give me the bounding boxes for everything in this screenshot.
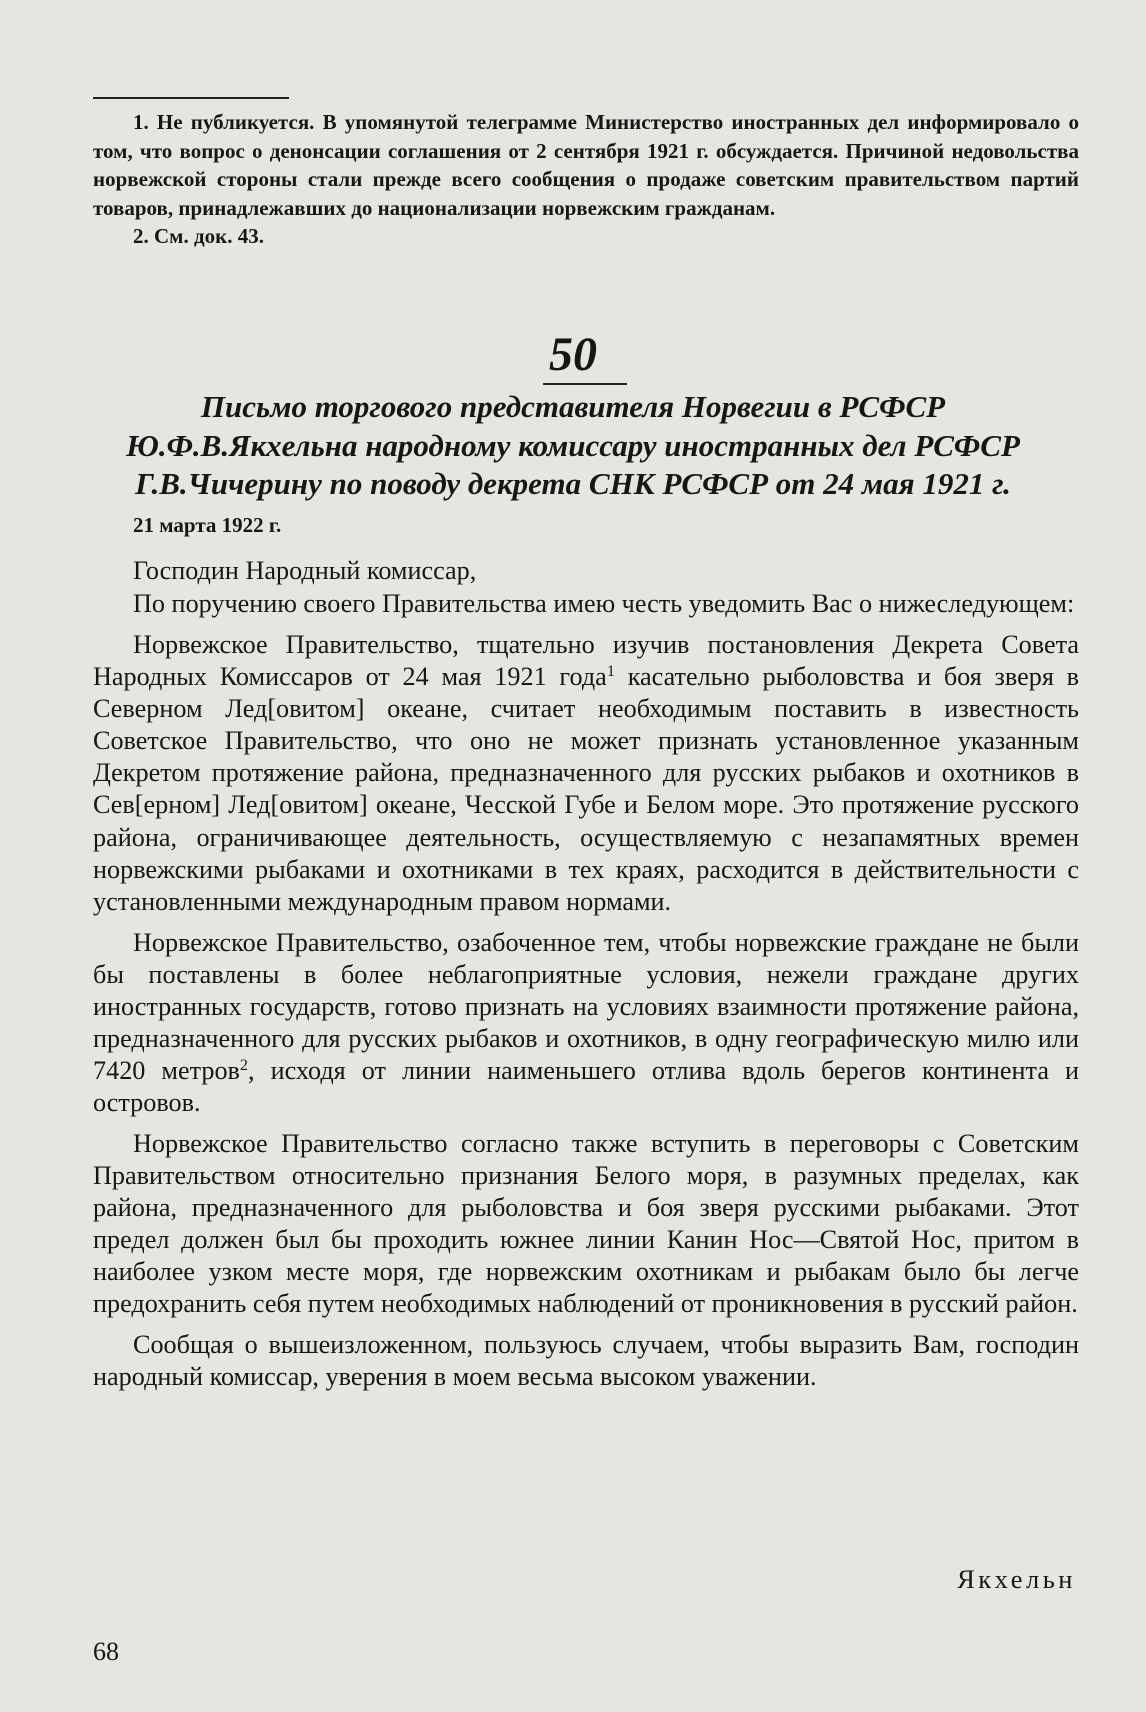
document-date: 21 марта 1922 г. bbox=[133, 513, 282, 537]
page-number: 68 bbox=[93, 1637, 119, 1666]
paragraph-1: По поручению своего Правительства имею честь уведомить Вас о нижеследующем: bbox=[133, 589, 1075, 619]
paragraph-3-part-a: Норвежское Правительство, озабоченное тем, чтобы норвежские граждане не были бы поставлены в более неблагоприятные условия, нежели граждане других иностранных государств, готово признать на условиях взаимности протяжение района, предназначенного для русских рыбаков и охотников, в одну географическую милю или 7420 метров bbox=[93, 927, 1079, 1085]
letter-body bbox=[93, 555, 1079, 1402]
paragraph-2-part-b: касательно рыболовства и боя зверя в Северном Лед[овитом] океане, считает необходимым поставить в известность Советское Правительство, что оно не может признать установленное указанным Декретом протяжение района, предназначенного для русских рыбаков и охотников в Сев[ерном] Лед[овитом] океане, Чесской Губе и Белом море. Это протяжение русского района, ограничивающее деятельность, осуществляемую с незапамятных времен норвежскими рыбаками и охотниками в тех краях, расходится в действительности с установленными международным правом нормами. bbox=[93, 662, 1079, 916]
salutation: Господин Народный комиссар, bbox=[133, 556, 477, 585]
paragraph-2-part-a: Норвежское Правительство, тщательно изучив постановления Декрета Совета Народных Комиссаров от 24 мая 1921 года bbox=[93, 629, 1079, 692]
footnote-ref-1: 1 bbox=[606, 662, 615, 681]
document-number-rule bbox=[543, 383, 627, 385]
title-line: Ю.Ф.В.Якхельна народному комиссару иностранных дел РСФСР bbox=[126, 427, 1020, 463]
document-number: 50 bbox=[549, 328, 597, 381]
footnotes bbox=[93, 108, 1079, 251]
footnote-2: 2. См. док. 43. bbox=[133, 224, 264, 248]
title-line: Письмо торгового представителя Норвегии в РСФСР bbox=[200, 389, 946, 424]
signature: Якхельн bbox=[957, 1564, 1076, 1594]
footnote-separator bbox=[93, 97, 289, 99]
paragraph-3-part-b: , исходя от линии наименьшего отлива вдоль берегов континента и островов. bbox=[93, 1056, 1079, 1118]
paragraph-3 bbox=[93, 927, 1079, 1120]
document-title bbox=[0, 388, 1146, 504]
title-line: Г.В.Чичерину по поводу декрета СНК РСФСР от 24 мая 1921 г. bbox=[135, 466, 1011, 502]
paragraph-5: Сообщая о вышеизложенном, пользуюсь случаем, чтобы выразить Вам, господин народный комиссар, уверения в моем весьма высоком уважении. bbox=[93, 1330, 1079, 1392]
paragraph-4: Норвежское Правительство согласно также вступить в переговоры с Советским Правительством относительно признания Белого моря, в разумных пределах, как района, предназначенного для рыболовства и боя зверя русскими рыбаками. Этот предел должен был бы проходить южнее линии Канин Нос—Святой Нос, притом в наиболее узком месте моря, где норвежским охотникам и рыбакам было бы легче предохранить себя путем необходимых наблюдений от проникновения в русский район. bbox=[93, 1128, 1079, 1319]
paragraph-2 bbox=[93, 629, 1079, 918]
footnote-ref-2: 2 bbox=[239, 1056, 249, 1075]
footnote-1: 1. Не публикуется. В упомянутой телеграмме Министерство иностранных дел информировало о том, что вопрос о денонсации соглашения от 2 сентября 1921 г. обсуждается. Причиной недовольства норвежской стороны стали прежде всего сообщения о продаже советским правительством партий товаров, принадлежавших до национализации норвежским гражданам. bbox=[93, 110, 1079, 220]
